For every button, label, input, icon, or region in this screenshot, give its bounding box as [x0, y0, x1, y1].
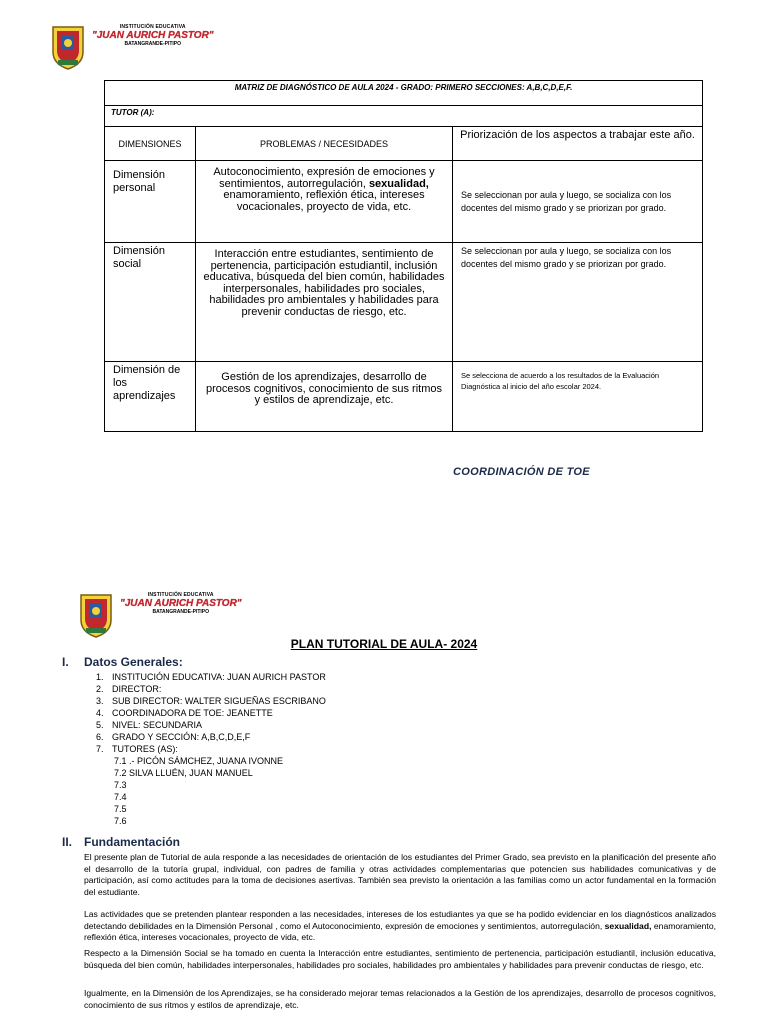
matrix-row-learning [105, 362, 703, 432]
tutor-item: 7.6 [114, 816, 127, 826]
problems-cell: Gestión de los aprendizajes, desarrollo de procesos cognitivos, conocimiento de sus ritmos y estilos de aprendizaje, etc. [196, 362, 453, 432]
problems-cell: Autoconocimiento, expresión de emociones y sentimientos, autorregulación, sexualidad, enamoramiento, reflexión ética, intereses vocacionales, proyecto de vida, etc. [196, 161, 453, 243]
dimension-cell: Dimensión personal [105, 161, 196, 243]
logo-location: BATANGRANDE-PITIPO [152, 609, 209, 615]
coordination-signature: COORDINACIÓN DE TOE [453, 466, 590, 478]
foundation-paragraph-2: Las actividades que se pretenden plantear responden a las necesidades, intereses de los estudiantes ya que se ha podido evidenciar en los diagnósticos analizados detectando debilidades en la Dimensión Personal , como el Autoconocimiento, expresión de emociones y sentimientos, autorregulación, sexualidad, enamoramiento, reflexión ética, intereses vocacionales, proyecto de vida, etc. [84, 909, 716, 943]
dimension-cell: Dimensión de los aprendizajes [105, 362, 196, 432]
list-item: 7. TUTORES (AS): [96, 744, 178, 754]
matrix-header-row [105, 127, 703, 161]
list-item: 4. COORDINADORA DE TOE: JEANETTE [96, 708, 273, 718]
list-item: 1. INSTITUCIÓN EDUCATIVA: JUAN AURICH PASTOR [96, 672, 326, 682]
foundation-paragraph-1: El presente plan de Tutorial de aula responde a las necesidades de orientación de los estudiantes del Primer Grado, sea previsto en la planificación del presente año el desarrollo de la tutoría grupal, individual, con padres de familia y otras actividades complementarias que potencien sus habilidades comunicativas y de participación, así como actitudes para la toma de decisiones asertivas. También sea previsto la orientación a las familias como un actor fundamental en la formación del estudiante. [84, 852, 716, 897]
foundation-paragraph-3: Respecto a la Dimensión Social se ha tomado en cuenta la Interacción entre estudiantes, sentimiento de pertenencia, participación estudiantil, inclusión educativa, búsqueda del bien común, habilidades interpersonales, habilidades pro sociales, habilidades pro ambientales y habilidades para prevenir conductas de riesgo, etc. [84, 948, 716, 970]
general-data-list [96, 671, 326, 827]
logo-school-name: "JUAN AURICH PASTOR" [120, 598, 242, 609]
tutor-item: 7.1 .- PICÓN SÁMCHEZ, JUANA IVONNE [114, 756, 284, 766]
school-crest-icon [78, 592, 114, 638]
priorization-cell: Se selecciona de acuerdo a los resultados de la Evaluación Diagnóstica al inicio del año escolar 2024. [453, 362, 703, 432]
section-heading-foundation: II. Fundamentación [62, 835, 181, 849]
plan-title: PLAN TUTORIAL DE AULA- 2024 [290, 637, 478, 651]
tutor-item: 7.4 [114, 792, 127, 802]
list-item: 2. DIRECTOR: [96, 684, 162, 694]
tutor-item: 7.2 SILVA LLUÉN, JUAN MANUEL [114, 768, 253, 778]
logo-institution-label: INSTITUCIÓN EDUCATIVA [119, 24, 186, 30]
problems-cell: Interacción entre estudiantes, sentimiento de pertenencia, participación estudiantil, inclusión educativa, búsqueda del bien común, habilidades interpersonales, habilidades pro sociales, habilidades pro ambientales y habilidades para prevenir conductas de riesgo, etc. [196, 243, 453, 362]
priorization-cell: Se seleccionan por aula y luego, se socializa con los docentes del mismo grado y se priorizan por grado. [453, 161, 703, 243]
section-heading-general: I. Datos Generales: [62, 655, 183, 669]
foundation-paragraph-4: Igualmente, en la Dimensión de los Aprendizajes, se ha considerado mejorar temas relacionados a la Gestión de los aprendizajes, desarrollo de procesos cognitivos, conocimiento de sus ritmos y estilos de aprendizaje, etc. [84, 988, 716, 1010]
matrix-title-row [105, 81, 703, 106]
dimension-cell: Dimensión social [105, 243, 196, 362]
list-item: 3. SUB DIRECTOR: WALTER SIGUEÑAS ESCRIBANO [96, 696, 326, 706]
school-logo-top [50, 24, 214, 70]
list-item: 5. NIVEL: SECUNDARIA [96, 720, 203, 730]
tutor-item: 7.5 [114, 804, 127, 814]
matrix-tutor-row [105, 106, 703, 127]
header-priorization: Priorización de los aspectos a trabajar este año. [453, 127, 703, 161]
list-item: 6. GRADO Y SECCIÓN: A,B,C,D,E,F [96, 732, 251, 742]
matrix-row-social [105, 243, 703, 362]
diagnostic-matrix-table [104, 80, 703, 432]
school-logo-bottom [78, 592, 242, 638]
matrix-tutor: TUTOR (A): [105, 106, 703, 127]
tutor-item: 7.3 [114, 780, 127, 790]
header-dimensions: DIMENSIONES [105, 127, 196, 161]
logo-school-name: "JUAN AURICH PASTOR" [92, 30, 214, 41]
logo-institution-label: INSTITUCIÓN EDUCATIVA [147, 592, 214, 598]
school-crest-icon [50, 24, 86, 70]
logo-location: BATANGRANDE-PITIPO [124, 41, 181, 47]
header-problems: PROBLEMAS / NECESIDADES [196, 127, 453, 161]
matrix-row-personal [105, 161, 703, 243]
priorization-cell: Se seleccionan por aula y luego, se socializa con los docentes del mismo grado y se priorizan por grado. [453, 243, 703, 362]
matrix-title: MATRIZ DE DIAGNÓSTICO DE AULA 2024 - GRADO: PRIMERO SECCIONES: A,B,C,D,E,F. [105, 81, 703, 106]
